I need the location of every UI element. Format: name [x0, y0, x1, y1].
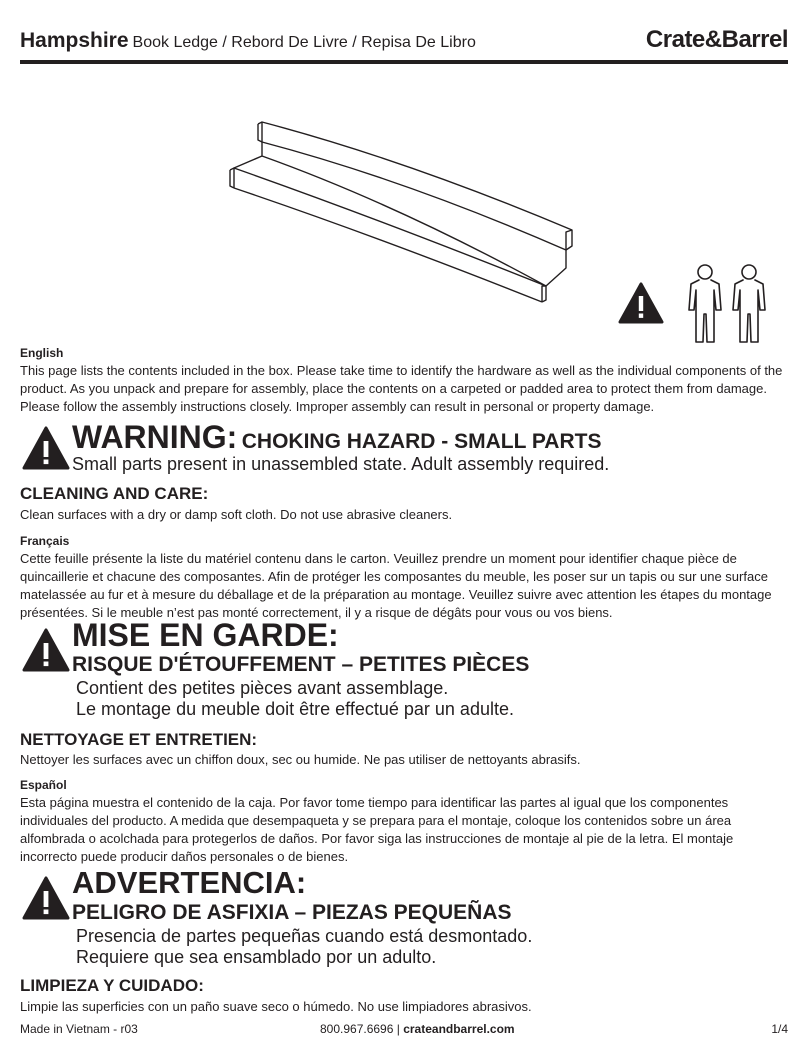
- spanish-intro: Esta página muestra el contenido de la caja. Por favor tome tiempo para identificar las partes al igual que los componentes individuales del producto. A medida que desempaqueta y se prepara para el montaje, coloque los contenidos sobre un área alfombrada o acolchada para protegerlos de daños. Por favor siga las instrucciones de montaje al pie de la letra. El montaje incorrecto puede producir daños personales o de bienes.: [20, 795, 734, 864]
- phone-number: 800.967.6696 |: [320, 1022, 400, 1036]
- english-warning: [20, 419, 788, 484]
- warning-word: ADVERTENCIA:: [72, 865, 307, 900]
- care-heading: LIMPIEZA Y CUIDADO:: [20, 976, 204, 995]
- two-person-assembly-icon: [686, 262, 782, 344]
- warning-detail: Small parts present in unassembled state. Adult assembly required.: [72, 454, 610, 474]
- french-warning-text: [72, 618, 529, 720]
- spanish-care: [20, 976, 788, 1015]
- header-rule: [20, 60, 788, 64]
- language-label-english: English: [20, 346, 64, 360]
- warning-hazard: RISQUE D'ÉTOUFFEMENT – PETITES PIÈCES: [72, 653, 530, 676]
- website-link[interactable]: crateandbarrel.com: [403, 1022, 515, 1036]
- warning-detail-1: Contient des petites pièces avant assemblage.: [76, 678, 449, 698]
- english-warning-text: [72, 420, 609, 475]
- english-care: [20, 484, 788, 523]
- care-heading: CLEANING AND CARE:: [20, 484, 209, 503]
- french-intro: Cette feuille présente la liste du matériel contenu dans le carton. Veuillez prendre un moment pour identifier chaque pièce de quincaillerie et chacune des composantes. Afin de protéger les composantes du meuble, les poser sur un tapis ou sur une surface matelassée au fur et à mesure du déballage et de la préparation au montage. Veuillez suivre avec attention les étapes du montage présentées. Si le meuble n’est pas monté correctement, il y a risque de dégâts pour vous ou vos biens.: [20, 551, 772, 620]
- warning-detail-2: Le montage du meuble doit être effectué par un adulte.: [76, 699, 514, 719]
- product-subtitle: Book Ledge / Rebord De Livre / Repisa De Libro: [132, 34, 476, 51]
- warning-icon: [22, 628, 70, 672]
- warning-detail-1: Presencia de partes pequeñas cuando está desmontado.: [76, 926, 533, 946]
- warning-detail-2: Requiere que sea ensamblado por un adulto.: [76, 947, 437, 967]
- contact-info: [320, 1022, 515, 1036]
- care-heading: NETTOYAGE ET ENTRETIEN:: [20, 730, 258, 749]
- title-wrap: [20, 29, 476, 53]
- english-intro: This page lists the contents included in the box. Please take time to identify the hardware as well as the individual components of the product. As you unpack and prepare for assembly, place the contents on a carpeted or padded area to protect them from damage. Please follow the assembly instructions closely. Improper assembly can result in personal or property damage.: [20, 363, 783, 414]
- language-label-french: Français: [20, 534, 70, 548]
- warning-word: MISE EN GARDE:: [72, 617, 339, 653]
- brand-logo: Crate&Barrel: [645, 26, 788, 53]
- warning-icon: [22, 876, 70, 920]
- warning-hazard: CHOKING HAZARD - SMALL PARTS: [241, 430, 602, 453]
- english-section: [20, 346, 788, 416]
- warning-hazard: PELIGRO DE ASFIXIA – PIEZAS PEQUEÑAS: [72, 901, 512, 924]
- warning-icon: [22, 426, 70, 470]
- book-ledge-illustration: [226, 118, 582, 318]
- french-section: [20, 534, 788, 622]
- product-title: Hampshire: [20, 29, 129, 52]
- warning-word: WARNING:: [72, 419, 238, 455]
- spanish-warning: [20, 865, 788, 972]
- care-text: Limpie las superficies con un paño suave seco o húmedo. No use limpiadores abrasivos.: [20, 999, 532, 1014]
- care-text: Clean surfaces with a dry or damp soft cloth. Do not use abrasive cleaners.: [20, 507, 453, 522]
- language-label-spanish: Español: [20, 778, 67, 792]
- caution-icon: [618, 282, 664, 324]
- page-number: 1/4: [771, 1022, 788, 1036]
- page-header: [20, 26, 788, 64]
- french-care: [20, 730, 788, 768]
- spanish-warning-text: [72, 866, 532, 968]
- made-in-label: Made in Vietnam - r03: [20, 1022, 138, 1036]
- spanish-section: [20, 778, 788, 866]
- care-text: Nettoyer les surfaces avec un chiffon doux, sec ou humide. Ne pas utiliser de nettoyants abrasifs.: [20, 752, 581, 767]
- french-warning: [20, 617, 788, 724]
